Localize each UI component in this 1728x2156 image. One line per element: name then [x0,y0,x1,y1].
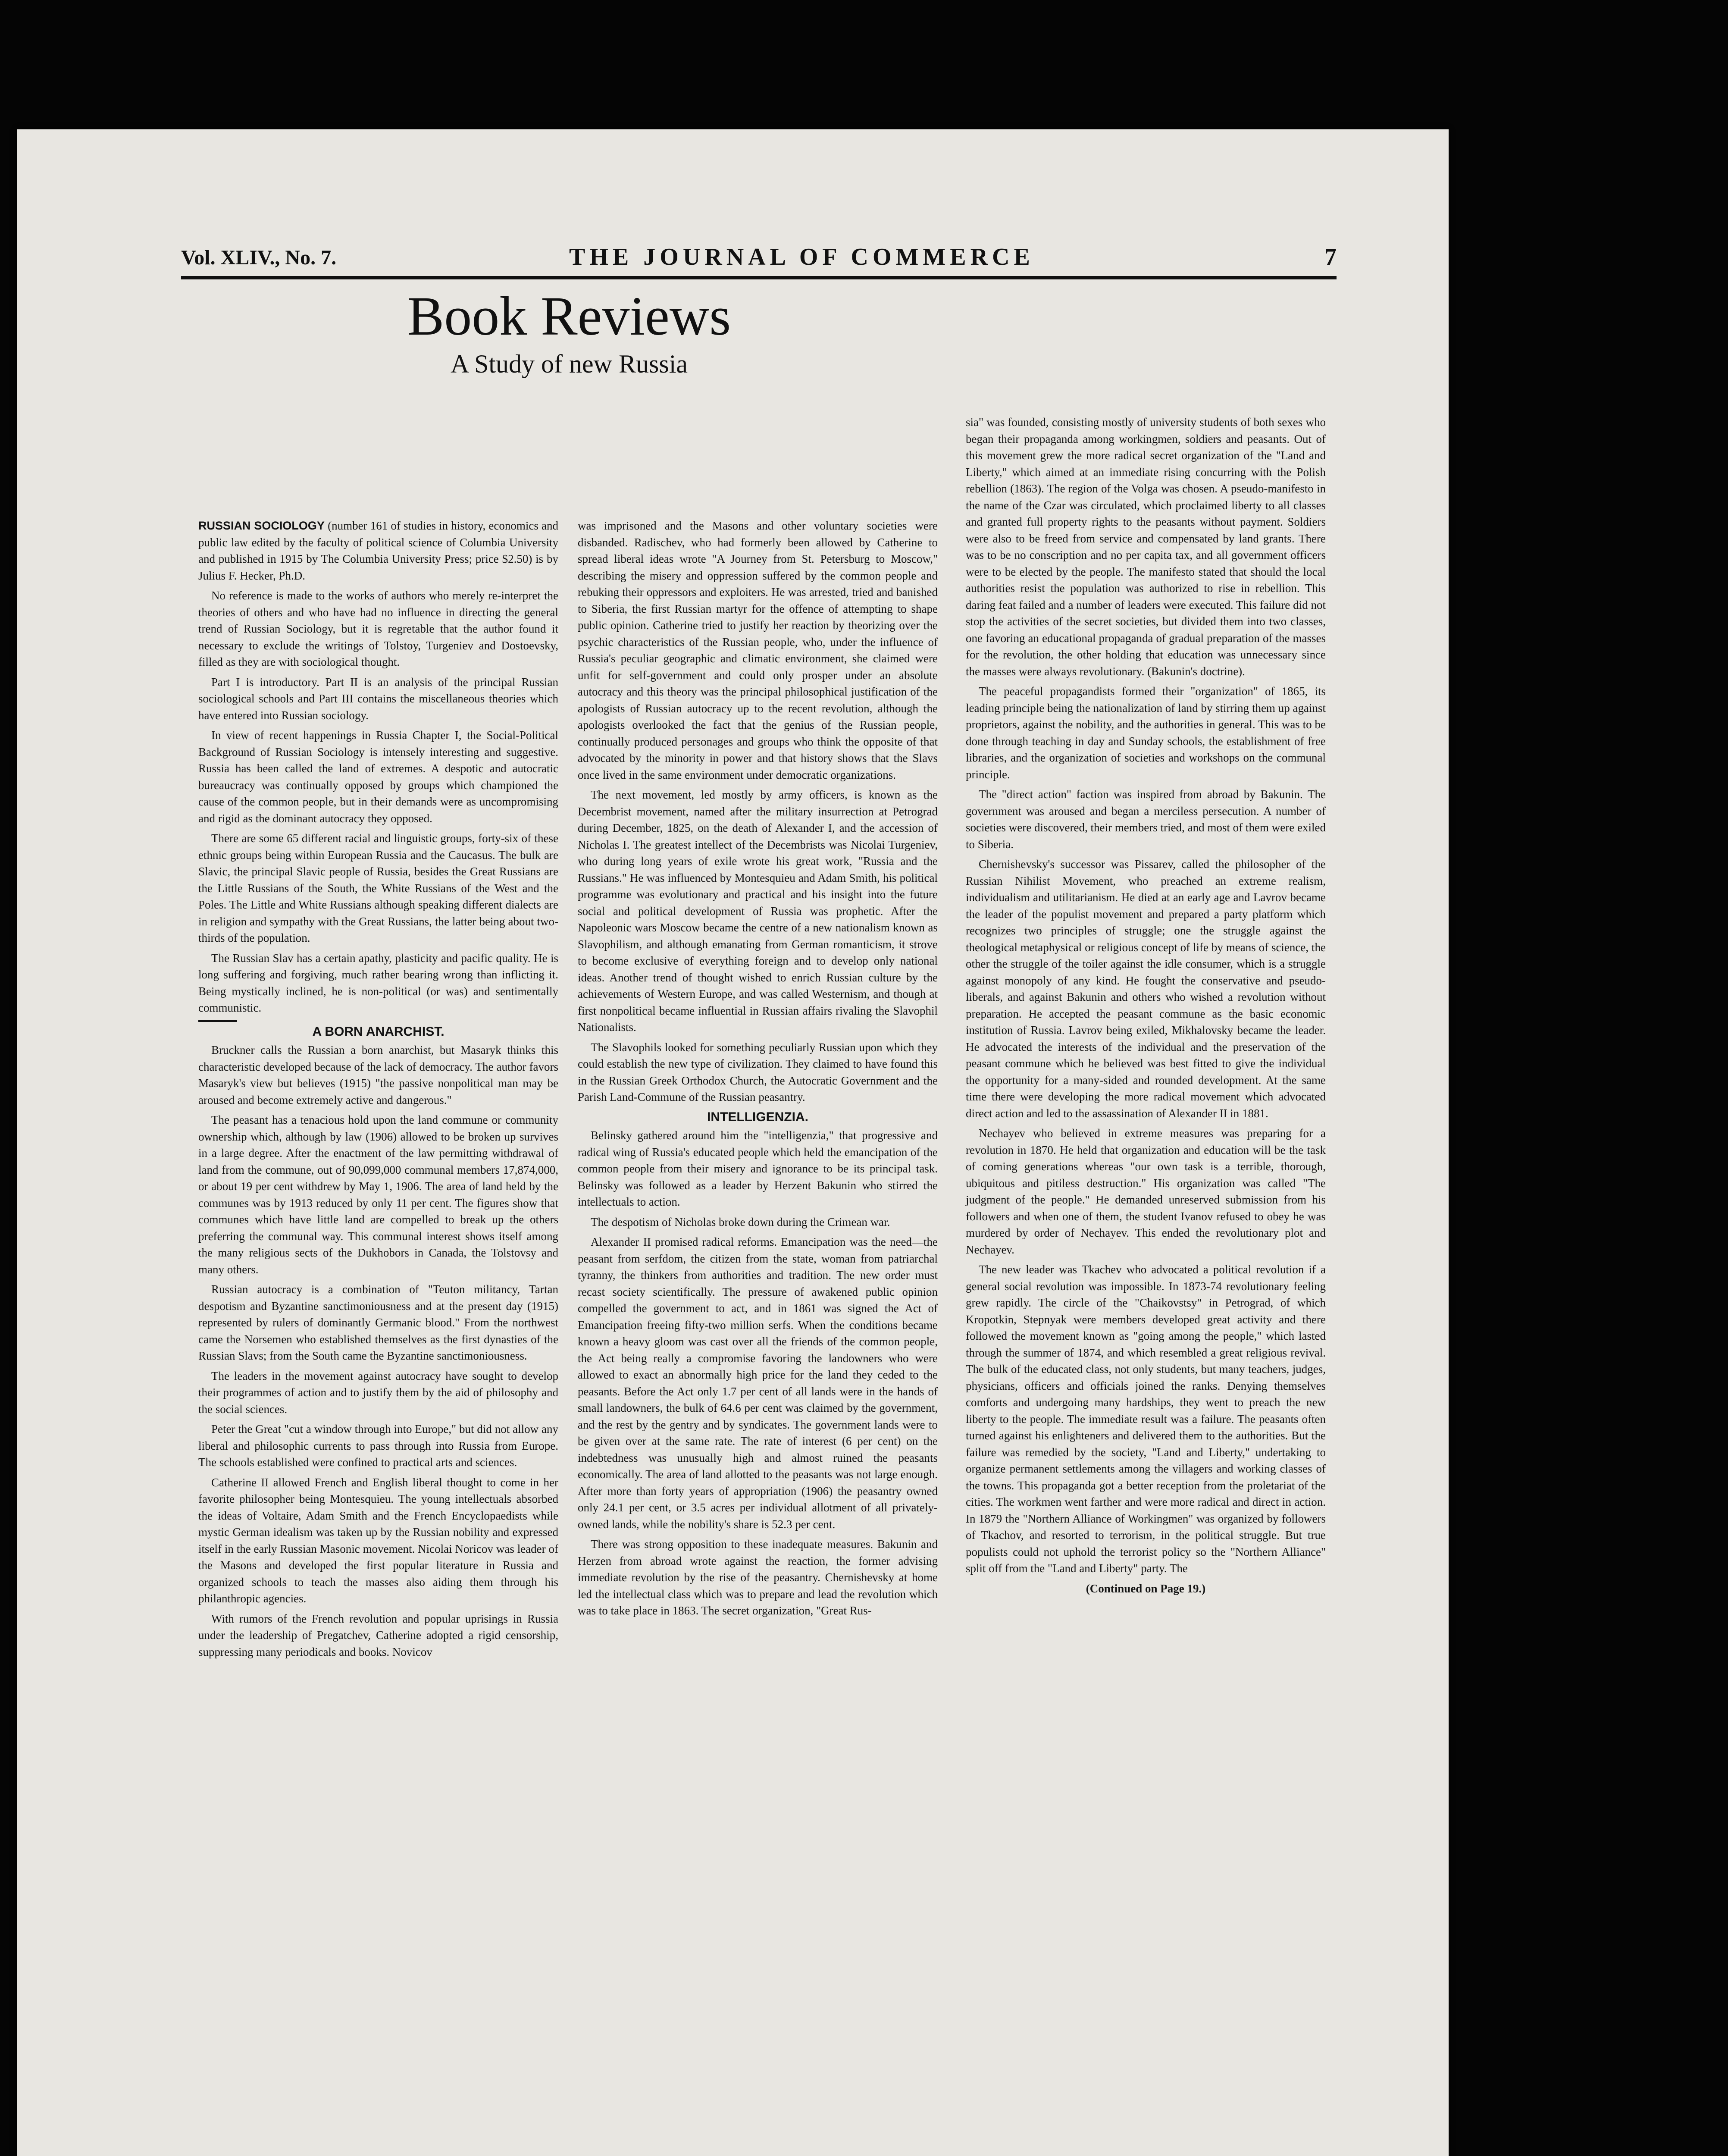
newspaper-page [17,129,1449,2156]
paragraph: Bruckner calls the Russian a born anarchist, but Masaryk thinks this characteristic developed because of the lack of democracy. The author favors Masaryk's view but believes (1915) "the passive nonpolitical man may be aroused and become extremely active and dangerous." [198,1044,558,1106]
page-number: 7 [1324,244,1337,270]
paragraph: Nechayev who believed in extreme measures was preparing for a revolution in 1870. He held that organization and education will be the task of coming generations whereas "our own task is a terrible, thorough, ubiquitous and pitiless destruction." His organization was called "The judgment of the people." He demanded unreserved submission from his followers and when one of them, the student Ivanov refused to obey he was murdered by order of Nechayev. This ended the revolutionary plot and Nechayev. [966,1127,1326,1256]
paragraph [198,517,558,584]
continued-notice: (Continued on Page 19.) [1086,1582,1206,1595]
article-subtitle: A Study of new Russia [450,350,688,378]
paragraph: The peasant has a tenacious hold upon the land commune or community ownership which, although by law (1906) allowed to be broken up survives in a large degree. After the enactment of the law permitting withdrawal of land from the commune, out of 90,099,000 communal members 17,874,000, or about 19 per cent withdrew by May 1, 1906. The area of land held by the communes was by 1913 reduced by only 11 per cent. The figures show that communes which have little land are compelled to break up the others preferring the communal way. This communal interest shows itself among the many religious sects of the Dukhobors in Canada, the Tolstovsy and many others. [198,1113,558,1276]
paragraph: The "direct action" faction was inspired from abroad by Bakunin. The government was aroused and began a merciless persecution. A number of societies were discovered, their members tried, and most of them were exiled to Siberia. [966,788,1326,851]
paragraph: Belinsky gathered around him the "intelligenzia," that progressive and radical wing of Russia's educated people which held the emancipation of the common people from their misery and ignorance to be its principal task. Belinsky was followed as a leader by Herzent Bakunin who stirred the intellectuals to action. [578,1129,938,1208]
paragraph: Peter the Great "cut a window through into Europe," but did not allow any liberal and philosophic currents to pass through into Russia from Europe. The schools established were confined to practical arts and sciences. [198,1423,558,1469]
volume-number: Vol. XLIV., No. 7. [181,246,337,269]
section-heading: INTELLIGENZIA. [707,1109,808,1124]
section-heading: A BORN ANARCHIST. [312,1024,445,1039]
paragraph: Alexander II promised radical reforms. Emancipation was the need—the peasant from serfdom, the citizen from the state, woman from patriarchal tyranny, the thinkers from authorities and tradition. The new order must recast society scientifically. The pressure of awakened public opinion compelled the government to act, and in 1861 was signed the Act of Emancipation freeing fifty-two million serfs. When the conditions became known a heavy gloom was cast over all the friends of the common people, the Act being really a compromise favoring the landowners who were allowed to exact an abnormally high price for the land they ceded to the peasants. Before the Act only 1.7 per cent of all lands were in the hands of small landowners, the bulk of 64.6 per cent was claimed by the government, and the rest by the gentry and by syndicates. The government lands were to be given over at the same rate. The rate of interest (6 per cent) on the indebtedness was unusually high and almost ruined the peasants economically. The area of land allotted to the peasants was not large enough. After more than forty years of appropriation (1906) the peasantry owned only 24.1 per cent, or 3.5 acres per individual allotment of all privately-owned lands, while the nobility's share is 52.3 per cent. [578,1235,938,1531]
paragraph: There was strong opposition to these inadequate measures. Bakunin and Herzen from abroad wrote against the reaction, the former advising immediate revolution by the rise of the peasantry. Chernishevsky at home led the intellectual class which was to prepare and lead the revolution which was to take place in 1863. The secret organization, "Great Rus- [578,1538,938,1617]
paragraph: No reference is made to the works of authors who merely re-interpret the theories of others and who have had no influence in directing the general trend of Russian Sociology, but it is regretable that the author found it necessary to exclude the writings of Tolstoy, Turgeniev and Dostoevsky, filled as they are with sociological thought. [198,589,558,668]
column-1 [198,517,558,1664]
publication-name: THE JOURNAL OF COMMERCE [569,244,1034,270]
paragraph: was imprisoned and the Masons and other voluntary societies were disbanded. Radischev, who had formerly been allowed by Catherine to spread liberal ideas wrote "A Journey from St. Petersburg to Moscow," describing the misery and oppression suffered by the common people and rebuking their oppressors and exploiters. He was arrested, tried and banished to Siberia, the first Russian martyr for the offence of attempting to shape public opinion. Catherine tried to justify her reaction by theorizing over the psychic characteristics of the Russian people, who, under the influence of Russia's peculiar geographic and climatic environment, she claimed were unfit for self-government and could only prosper under an absolute autocracy and this theory was the principal philosophical justification of the apologists of Russian autocracy up to the recent revolution, although the apologists overlooked the fact that the genius of the Russian people, continually produced personages and groups who think the opposite of that advocated by the minority in power and that history shows that the Slavs once lived in the same environment under democratic organizations. [578,519,938,781]
section-rule [198,1020,237,1022]
paragraph: In view of recent happenings in Russia Chapter I, the Social-Political Background of Russian Sociology is intensely interesting and suggestive. Russia has been called the land of extremes. A despotic and autocratic bureaucracy was continually opposed by groups which championed the cause of the common people, but in their demands were as uncompromising and rigid as the dominant autocracy they opposed. [198,729,558,825]
paragraph: sia" was founded, consisting mostly of university students of both sexes who began their propaganda among workingmen, soldiers and peasants. Out of this movement grew the more radical secret organization of the "Land and Liberty," which aimed at an immediate rising concurring with the Polish rebellion (1863). The region of the Volga was chosen. A pseudo-manifesto in the name of the Czar was circulated, which proclaimed liberty to all classes and granted full property rights to the peasants without payment. Soldiers were also to be freed from service and compensated by land grants. There was to be no conscription and no per capita tax, and all government officers were to be elected by the people. The manifesto stated that should the local authorities resist the population was authorized to rise in rebellion. This daring feat failed and a number of leaders were executed. This failure did not stop the activities of the secret societies, but divided them into two classes, one favoring an educational propaganda of gradual preparation of the masses for the revolution, the other holding that education was unnecessary since the masses were always revolutionary. (Bakunin's doctrine). [966,416,1326,678]
paragraph: Russian autocracy is a combination of "Teuton militancy, Tartan despotism and Byzantine sanctimoniousness and at the present day (1915) represented by rulers of dominantly Germanic blood." From the northwest came the Norsemen who established themselves as the first dynasties of the Russian Slavs; from the South came the Byzantine sanctimoniousness. [198,1283,558,1362]
paragraph-text: (number 161 of studies in history, economics and public law edited by the faculty of political science of Columbia University and published in 1915 by The Columbia University Press; price $2.50) is by Julius F. Hecker, Ph.D. [198,519,559,582]
column-3 [966,414,1326,1597]
column-2 [578,517,938,1623]
paragraph: The next movement, led mostly by army officers, is known as the Decembrist movement, named after the military insurrection at Petrograd during December, 1825, on the death of Alexander I, and the accession of Nicholas I. The greatest intellect of the Decembrists was Nicolai Turgeniev, who during long years of exile wrote his great work, "Russia and the Russians." He was influenced by Montesquieu and Adam Smith, his political programme was evolutionary and practical and his insight into the future social and political development of Russia was prophetic. After the Napoleonic wars Moscow became the centre of a new nationalism known as Slavophilism, and although emanating from German romanticism, it strove to become exclusive of everything foreign and to develop only national ideas. Another trend of thought wished to enrich Russian culture by the achievements of Western Europe, and was called Westernism, and though at first nonpolitical became influential in Russian affairs rivaling the Slavophil Nationalists. [578,788,938,1034]
paragraph: The peaceful propagandists formed their "organization" of 1865, its leading principle being the nationalization of land by stirring them up against proprietors, against the nobility, and the authorities in general. This was to be done through teaching in day and Sunday schools, the establishment of free libraries, and the organization of societies and workshops on the communal principle. [966,685,1326,781]
page-header [181,241,1337,279]
paragraph: The despotism of Nicholas broke down during the Crimean war. [591,1215,890,1228]
paragraph: With rumors of the French revolution and popular uprisings in Russia under the leadership of Pregatchev, Catherine adopted a rigid censorship, suppressing many periodicals and books. Novicov [198,1612,558,1658]
paragraph: The leaders in the movement against autocracy have sought to develop their programmes of action and to justify them by the aid of philosophy and the social sciences. [198,1369,558,1416]
paragraph: The Slavophils looked for something peculiarly Russian upon which they could establish the new type of civilization. They claimed to have found this in the Russian Greek Orthodox Church, the Autocratic Government and the Parish Land-Commune of the Russian peasantry. [578,1040,938,1103]
paragraph: Chernishevsky's successor was Pissarev, called the philosopher of the Russian Nihilist Movement, who preached an extreme realism, individualism and utilitarianism. He died at an early age and Lavrov became the leader of the populist movement and prepared a party platform which recognizes two principles of struggle; one the struggle against the theological metaphysical or religious concept of life by means of science, the other the struggle of the toiler against the idle consumer, which is a struggle against monopoly of any kind. He fought the conservative and pseudo-liberals, and against Bakunin and others who wished a revolution without preparation. He accepted the peasant commune as the basic economic institution of Russia. Lavrov being exiled, Mikhalovsky became the leader. He advocated the interests of the individual and the preservation of the peasant commune which he believed was best fitted to give the individual the opportunity for a many-sided and rounded development. At the same time there were developing the more radical movement which advocated direct action and led to the assassination of Alexander II in 1881. [966,858,1326,1120]
book-title-lead: RUSSIAN SOCIOLOGY [198,519,325,532]
paragraph: The Russian Slav has a certain apathy, plasticity and pacific quality. He is long suffering and forgiving, much rather bearing wrong than inflicting it. Being mystically inclined, he is non-political (or was) and sentimentally communistic. [198,951,558,1014]
paragraph: Part I is introductory. Part II is an analysis of the principal Russian sociological schools and Part III contains the miscellaneous theories which have entered into Russian sociology. [198,675,558,722]
paragraph: Catherine II allowed French and English liberal thought to come in her favorite philosopher being Montesquieu. The young intellectuals absorbed the ideas of Voltaire, Adam Smith and the French Encyclopaedists while mystic German idealism was taken up by the Russian nobility and expressed itself in the early Russian Masonic movement. Nicolai Noricov was leader of the Masons and developed the first popular literature in Russia and organized schools to teach the masses also aiding them through his philanthropic agencies. [198,1476,558,1605]
paragraph: There are some 65 different racial and linguistic groups, forty-six of these ethnic groups being within European Russia and the Caucasus. The bulk are Slavic, the principal Slavic people of Russia, besides the Great Russians are the Little Russians of the South, the White Russians of the West and the Poles. The Little and White Russians although speaking different dialects are in religion and sympathy with the Great Russians, the latter being about two-thirds of the population. [198,832,558,944]
section-title: Book Reviews [407,285,731,347]
paragraph: The new leader was Tkachev who advocated a political revolution if a general social revolution was impossible. In 1873-74 revolutionary feeling grew rapidly. The circle of the "Chaikovstsy" in Petrograd, of which Kropotkin, Stepnyak were members developed great activity and there followed the movement known as "going among the people," which lasted through the summer of 1874, and which resembled a great religious revival. The bulk of the educated class, not only students, but many teachers, judges, physicians, officers and officials joined the ranks. Denying themselves comforts and undergoing many hardships, they went to preach the new liberty to the people. The immediate result was a failure. The peasants often turned against his enlighteners and delivered them to the authorities. But the failure was remedied by the society, "Land and Liberty," undertaking to organize permanent settlements among the villagers and working classes of the towns. This propaganda got a better reception from the proletariat of the cities. The workmen went farther and were more radical and direct in action. In 1879 the "Northern Alliance of Workingmen" was organized by followers of Tkachov, and resorted to terrorism, in the political struggle. But true populists could not uphold the terrorist policy so the "Northern Alliance" split off from the "Land and Liberty" party. The [966,1263,1326,1575]
